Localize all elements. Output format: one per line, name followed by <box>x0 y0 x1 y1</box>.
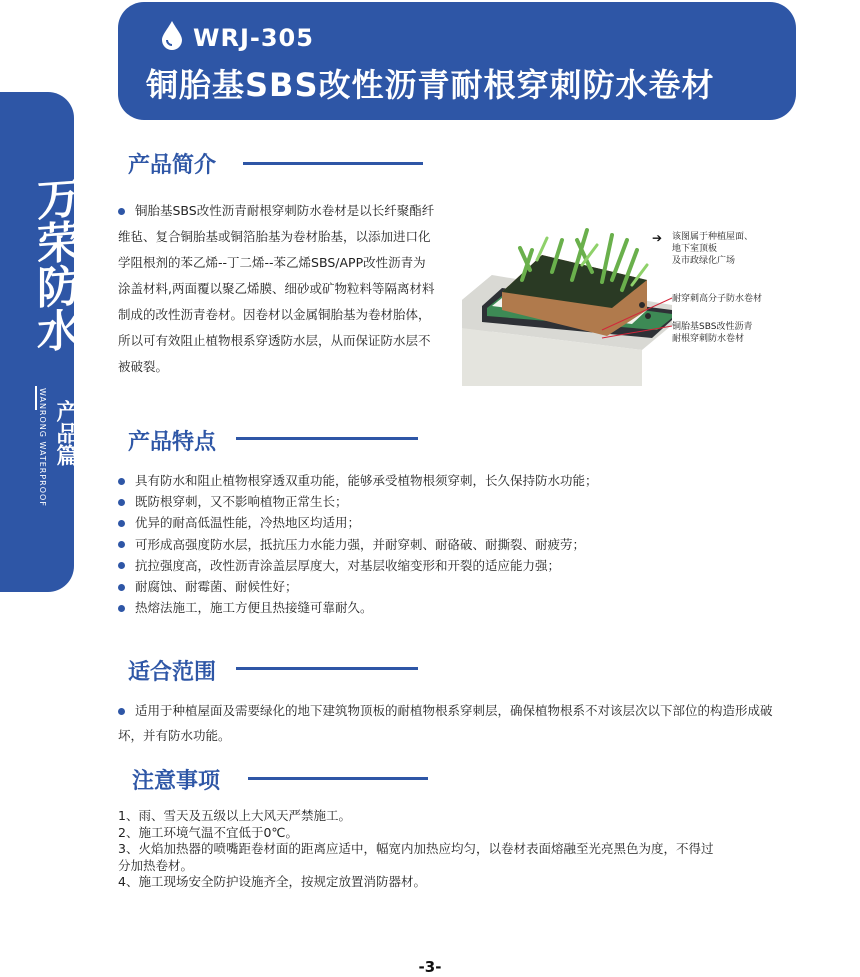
list-item: 抗拉强度高，改性沥青涂盖层厚度大，对基层收缩变形和开裂的适应能力强； <box>118 555 598 576</box>
side-category: 产品篇 <box>53 400 78 466</box>
notes-heading: 注意事项 <box>132 769 221 794</box>
callout-3-line-2: 耐根穿刺防水卷材 <box>672 334 745 344</box>
bullet-icon <box>118 541 125 548</box>
arrow-right-icon: ➔ <box>652 231 663 245</box>
page-number: -3- <box>418 958 442 976</box>
scope-text: 适用于种植屋面及需要绿化的地下建筑物顶板的耐植物根系穿刺层，确保植物根系不对该层次以下部位的构造形成破坏，并有防水功能。 <box>118 703 773 743</box>
side-subtitle: WANRONG WATERPROOF <box>38 388 47 507</box>
bullet-icon <box>118 584 125 591</box>
list-item: 3、火焰加热器的喷嘴距卷材面的距离应适中，幅宽内加热应均匀，以卷材表面熔融至光亮黑色为度，不得过分加热卷材。 <box>118 841 714 873</box>
callout-3-line-1: 铜胎基SBS改性沥青 <box>672 322 753 332</box>
list-item: 优异的耐高低温性能，冷热地区均适用； <box>118 512 598 533</box>
scope-paragraph <box>118 698 778 748</box>
list-item: 1、雨、雪天及五级以上大风天严禁施工。 <box>118 808 351 823</box>
page-title: 铜胎基SBS改性沥青耐根穿刺防水卷材 <box>146 66 715 104</box>
intro-paragraph <box>118 198 436 380</box>
figure-callout-3 <box>672 321 752 345</box>
list-item: 热熔法施工，施工方便且热接缝可靠耐久。 <box>118 597 598 618</box>
list-item: 4、施工现场安全防护设施齐全，按规定放置消防器材。 <box>118 874 426 889</box>
product-model: WRJ-305 <box>193 24 314 52</box>
bullet-icon <box>118 605 125 612</box>
list-item: 可形成高强度防水层，抵抗压力水能力强，并耐穿刺、耐硌破、耐撕裂、耐疲劳； <box>118 534 598 555</box>
intro-text: 铜胎基SBS改性沥青耐根穿刺防水卷材是以长纤聚酯纤维毡、复合铜胎基或铜箔胎基为卷材胎基，以添加进口化学阻根剂的苯乙烯--丁二烯--苯乙烯SBS/APP改性沥青为涂盖材料,两面覆以聚乙烯膜、细砂或矿物粒料等隔离材料制成的改性沥青卷材。因卷材以金属铜胎基为卷材胎体，所以可有效阻止植物根系穿透防水层，从而保证防水层不被破裂。 <box>118 203 435 374</box>
notes-list <box>118 808 718 891</box>
callout-leader-lines <box>600 290 675 340</box>
intro-heading: 产品简介 <box>128 153 217 178</box>
features-heading: 产品特点 <box>128 430 217 455</box>
intro-heading-rule <box>243 162 423 165</box>
bullet-icon <box>118 562 125 569</box>
bullet-icon <box>118 208 125 215</box>
callout-1-line-2: 地下室顶板 <box>672 244 718 254</box>
side-divider <box>35 386 37 410</box>
side-brand: 万荣防水 <box>29 174 80 354</box>
features-list <box>118 470 598 618</box>
bullet-icon <box>118 499 125 506</box>
bullet-icon <box>118 708 125 715</box>
list-item: 具有防水和阻止植物根穿透双重功能，能够承受植物根须穿刺，长久保持防水功能； <box>118 470 598 491</box>
list-item: 耐腐蚀、耐霉菌、耐候性好； <box>118 576 598 597</box>
callout-1-line-1: 该图属于种植屋面、 <box>672 232 754 242</box>
list-item: 2、施工环境气温不宜低于0℃。 <box>118 824 298 840</box>
list-item: 既防根穿刺，又不影响植物正常生长； <box>118 491 598 512</box>
features-heading-rule <box>236 437 418 440</box>
bullet-icon <box>118 520 125 527</box>
water-drop-icon <box>160 20 184 50</box>
notes-heading-rule <box>248 777 428 780</box>
scope-heading: 适合范围 <box>128 660 217 685</box>
figure-callout-1 <box>672 231 753 267</box>
scope-heading-rule <box>236 667 418 670</box>
bullet-icon <box>118 478 125 485</box>
callout-1-line-3: 及市政绿化广场 <box>672 256 736 266</box>
figure-callout-2: 耐穿刺高分子防水卷材 <box>672 294 763 304</box>
